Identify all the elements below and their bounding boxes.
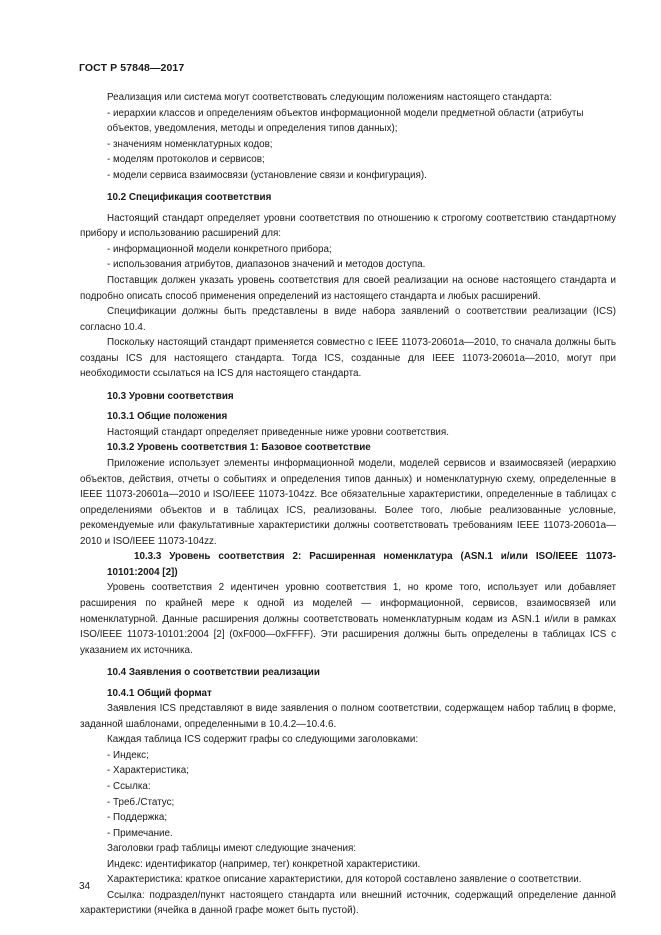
standard-header: ГОСТ Р 57848—2017: [79, 62, 185, 74]
list-item: - значениям номенклатурных кодов;: [80, 137, 616, 153]
list-item: - моделям протоколов и сервисов;: [80, 152, 616, 168]
paragraph: Заявления ICS представляют в виде заявления о полном соответствии, содержащем набор таблиц в форме, заданной шаблонами, определенными в 10.4.2—10.4.6.: [80, 703, 616, 730]
intro-paragraph: Реализация или система могут соответствовать следующим положениям настоящего стандарта:: [107, 92, 552, 103]
paragraph: Настоящий стандарт определяет приведенные ниже уровни соответствия.: [107, 426, 449, 438]
list-item: - использования атрибутов, диапазонов значений и методов доступа.: [80, 257, 616, 273]
list-item: - Ссылка:: [80, 779, 616, 795]
paragraph: Ссылка: подраздел/пункт настоящего стандарта или внешний источник, содержащий определение данной характеристики (ячейка в данной графе может быть пустой).: [80, 889, 616, 917]
paragraph: Индекс: идентификатор (например, тег) конкретной характеристики.: [107, 858, 421, 870]
list-item: - Поддержка;: [80, 810, 616, 826]
paragraph: Приложение использует элементы информационной модели, моделей сервисов и взаимосвязей (иерархию объектов, действия, отчеты о событиях и определения типов данных) и номенклатурную схему, определенные в IEEE 11073-20601a—2010 и ISO/IEEE 11073-104zz. Все обязательные характеристики, определенные в таблицах с определениями объектов и в таблицах ICS, реализованы. Более того, любые реализованные условные, рекомендуемые или факультативные характеристики должны соответствовать требованиям IEEE 11073-20601a—2010 и ISO/IEEE 11073-104zz.: [80, 458, 616, 547]
paragraph: Уровень соответствия 2 идентичен уровню соответствия 1, но кроме того, использует или добавляет расширения по крайней мере к одной из моделей — информационной, сервисов, взаимосвязей или номенклатурной. Данные расширения должны соответствовать номенклатурным кодам из ASN.1 и/или в рамках ISO/IEEE 11073-10101:2004 [2] (0xF000—0xFFFF). Эти расширения должны быть определены в таблицах ICS с указанием их источника.: [80, 582, 616, 656]
paragraph: Поскольку настоящий стандарт применяется совместно с IEEE 11073-20601a—2010, то сначала должны быть созданы ICS для настоящего стандарта. Тогда ICS, созданные для IEEE 11073-20601a—2010, могут при необходимости ссылаться на ICS для настоящего стандарта.: [80, 337, 616, 380]
list-item: - Треб./Статус;: [80, 795, 616, 811]
list-item: - Примечание.: [80, 826, 616, 842]
subsection-heading-10-4-1: 10.4.1 Общий формат: [107, 687, 212, 699]
list-item: - Индекс;: [80, 748, 616, 764]
subsection-heading-10-3-1: 10.3.1 Общие положения: [107, 411, 228, 423]
page-number: 34: [79, 881, 91, 892]
list-item: - Характеристика;: [80, 763, 616, 779]
section-heading-10-2: 10.2 Спецификация соответствия: [107, 192, 272, 204]
page-content: [80, 90, 616, 919]
paragraph: Спецификации должны быть представлены в виде набора заявлений о соответствии реализации (ICS) согласно 10.4.: [80, 306, 616, 333]
paragraph: Каждая таблица ICS содержит графы со следующими заголовками:: [107, 734, 419, 746]
paragraph: Заголовки граф таблицы имеют следующие значения:: [107, 843, 357, 855]
list-item: - модели сервиса взаимосвязи (установление связи и конфигурация).: [80, 168, 616, 184]
list-item: - информационной модели конкретного прибора;: [80, 242, 616, 258]
subsection-heading-10-3-2: 10.3.2 Уровень соответствия 1: Базовое соответствие: [107, 442, 371, 454]
list-item: - иерархии классов и определениям объектов информационной модели предметной области (атрибуты объектов, уведомления, методы и определения типов данных);: [80, 106, 616, 137]
subsection-heading-10-3-3: 10.3.3 Уровень соответствия 2: Расширенная номенклатура (ASN.1 и/или ISO/IEEE 11073-10101:2004 [2]): [107, 551, 616, 578]
paragraph: Настоящий стандарт определяет уровни соответствия по отношению к строгому соответствию стандартному прибору и использованию расширений для:: [80, 212, 616, 240]
section-heading-10-4: 10.4 Заявления о соответствии реализации: [107, 667, 320, 679]
section-heading-10-3: 10.3 Уровни соответствия: [107, 390, 234, 402]
paragraph: Поставщик должен указать уровень соответствия для своей реализации на основе настоящего стандарта и подробно описать способ применения определений из настоящего стандарта и любых расширений.: [80, 275, 616, 302]
paragraph: Характеристика: краткое описание характеристики, для которой составлено заявление о соответствии.: [107, 874, 582, 886]
